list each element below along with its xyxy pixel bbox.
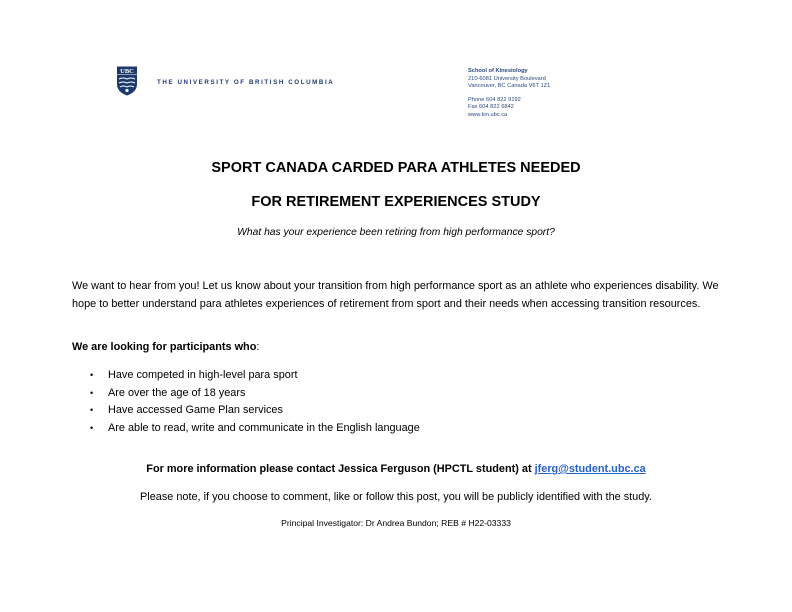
crest-text: UBC bbox=[120, 68, 134, 75]
fax-number: Fax 604 822 6842 bbox=[468, 104, 514, 111]
criteria-text: Have accessed Game Plan services bbox=[108, 404, 283, 417]
ubc-crest-logo bbox=[116, 66, 138, 96]
privacy-note: Please note, if you choose to comment, like or follow this post, you will be publicly identified with the study. bbox=[140, 491, 652, 503]
list-item bbox=[90, 385, 420, 403]
address-line-1: 210-6081 University Boulevard bbox=[468, 75, 546, 82]
website: www.kin.ubc.ca bbox=[468, 111, 508, 118]
department-name: School of Kinesiology bbox=[468, 68, 528, 74]
looking-for-colon: : bbox=[256, 341, 260, 353]
bullet-icon: • bbox=[90, 370, 94, 380]
participant-criteria-list bbox=[90, 367, 420, 438]
bullet-icon: • bbox=[90, 423, 94, 434]
list-item bbox=[90, 402, 420, 420]
university-wordmark: THE UNIVERSITY OF BRITISH COLUMBIA bbox=[157, 79, 335, 86]
subtitle-question: What has your experience been retiring from high performance sport? bbox=[237, 227, 555, 238]
phone-number: Phone 604 822 9192 bbox=[468, 96, 521, 103]
principal-investigator: Principal Investigator: Dr Andrea Bundon; REB # H22-03333 bbox=[281, 518, 511, 528]
bullet-icon: • bbox=[90, 387, 94, 398]
criteria-text: Are over the age of 18 years bbox=[108, 386, 246, 399]
looking-for-heading bbox=[72, 341, 259, 353]
page-title-line-2: FOR RETIREMENT EXPERIENCES STUDY bbox=[251, 194, 541, 210]
criteria-text: Have competed in high-level para sport bbox=[108, 369, 298, 381]
page-title-line-1: SPORT CANADA CARDED PARA ATHLETES NEEDED bbox=[211, 160, 581, 176]
criteria-text: Are able to read, write and communicate in the English language bbox=[108, 422, 420, 435]
looking-for-label: We are looking for participants who bbox=[72, 341, 257, 353]
list-item bbox=[90, 420, 420, 438]
letterhead-address-block bbox=[468, 68, 550, 120]
address-line-2: Vancouver, BC Canada V6T 1Z1 bbox=[468, 83, 551, 90]
intro-paragraph: We want to hear from you! Let us know about your transition from high performance sport as an athlete who experiences disability. We hope to better understand para athletes experiences of retirement from sport and their needs when accessing transition resources. bbox=[72, 280, 719, 310]
contact-text: For more information please contact Jessica Ferguson (HPCTL student) at bbox=[146, 463, 532, 475]
list-item bbox=[90, 367, 420, 385]
contact-email-link[interactable]: jferg@student.ubc.ca bbox=[534, 463, 646, 475]
bullet-icon: • bbox=[90, 405, 94, 416]
contact-line bbox=[0, 463, 792, 475]
